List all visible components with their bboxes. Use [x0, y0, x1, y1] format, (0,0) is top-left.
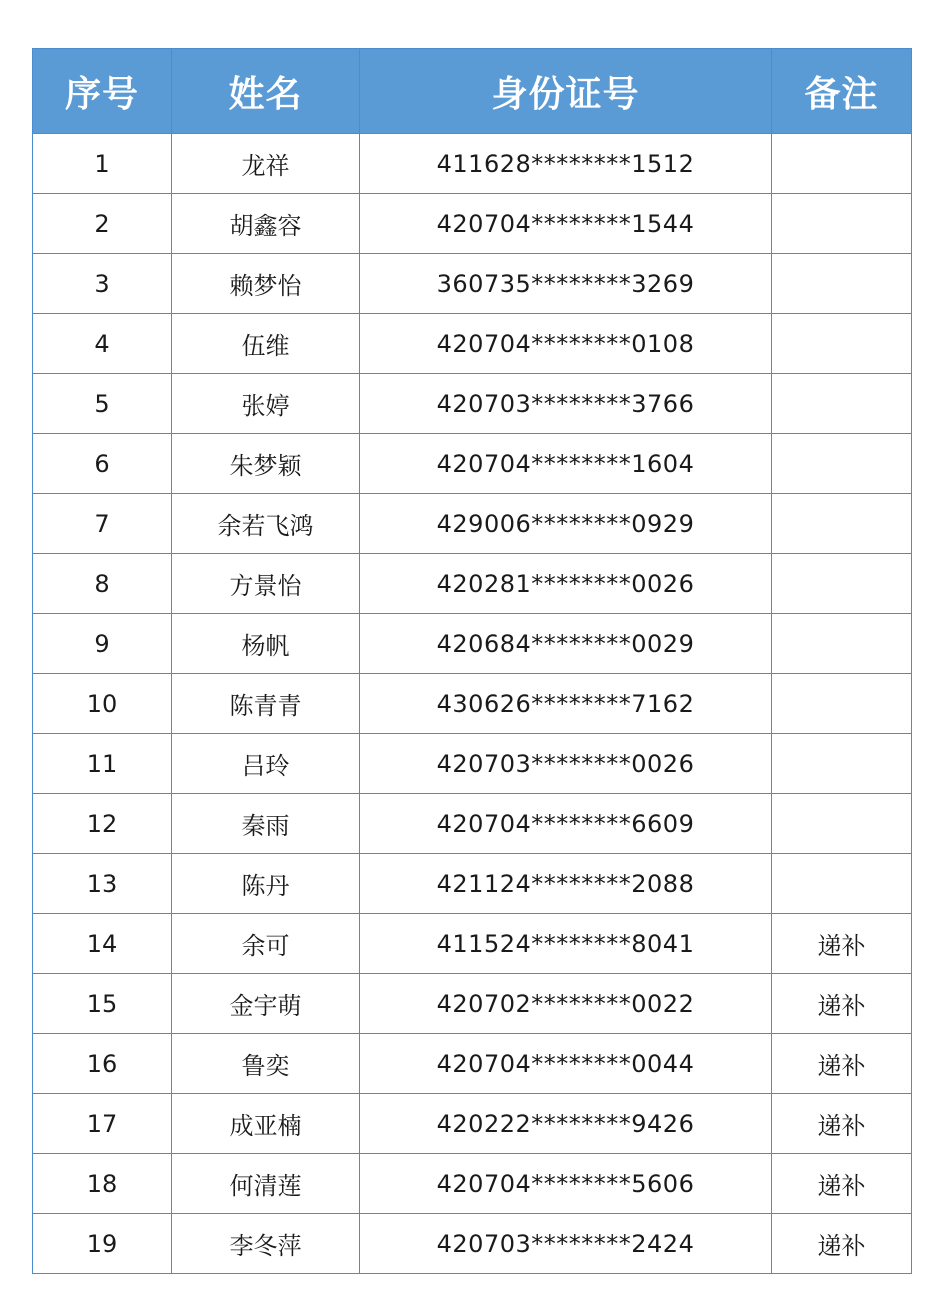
cell-id-number: 411628********1512: [360, 134, 772, 194]
table-row: [33, 1214, 912, 1274]
cell-no: 12: [33, 794, 172, 854]
header-no: 序号: [33, 49, 172, 134]
cell-note: 递补: [772, 1214, 912, 1274]
cell-name: 余可: [172, 914, 360, 974]
cell-name: 朱梦颖: [172, 434, 360, 494]
cell-name: 何清莲: [172, 1154, 360, 1214]
cell-id-number: 429006********0929: [360, 494, 772, 554]
cell-note: [772, 734, 912, 794]
table-row: [33, 434, 912, 494]
cell-name: 鲁奕: [172, 1034, 360, 1094]
cell-note: [772, 614, 912, 674]
cell-id-number: 360735********3269: [360, 254, 772, 314]
cell-no: 16: [33, 1034, 172, 1094]
table-row: [33, 1094, 912, 1154]
cell-note: [772, 194, 912, 254]
cell-no: 17: [33, 1094, 172, 1154]
header-id-number: 身份证号: [360, 49, 772, 134]
cell-name: 杨帆: [172, 614, 360, 674]
cell-id-number: 411524********8041: [360, 914, 772, 974]
cell-no: 7: [33, 494, 172, 554]
cell-no: 9: [33, 614, 172, 674]
table-row: [33, 614, 912, 674]
header-name: 姓名: [172, 49, 360, 134]
table-row: [33, 194, 912, 254]
cell-name: 陈青青: [172, 674, 360, 734]
table-row: [33, 374, 912, 434]
table-row: [33, 134, 912, 194]
cell-note: [772, 254, 912, 314]
cell-no: 8: [33, 554, 172, 614]
cell-no: 3: [33, 254, 172, 314]
cell-note: [772, 434, 912, 494]
cell-id-number: 420703********2424: [360, 1214, 772, 1274]
cell-id-number: 420703********0026: [360, 734, 772, 794]
cell-no: 19: [33, 1214, 172, 1274]
header-note: 备注: [772, 49, 912, 134]
roster-table: [32, 48, 912, 1274]
table-row: [33, 914, 912, 974]
cell-no: 10: [33, 674, 172, 734]
cell-note: [772, 794, 912, 854]
cell-id-number: 420281********0026: [360, 554, 772, 614]
cell-id-number: 420703********3766: [360, 374, 772, 434]
cell-id-number: 420702********0022: [360, 974, 772, 1034]
table-row: [33, 554, 912, 614]
cell-id-number: 420684********0029: [360, 614, 772, 674]
cell-name: 吕玲: [172, 734, 360, 794]
cell-id-number: 420704********0044: [360, 1034, 772, 1094]
cell-no: 18: [33, 1154, 172, 1214]
cell-no: 13: [33, 854, 172, 914]
cell-name: 龙祥: [172, 134, 360, 194]
cell-no: 1: [33, 134, 172, 194]
cell-name: 余若飞鸿: [172, 494, 360, 554]
cell-id-number: 420704********1544: [360, 194, 772, 254]
cell-name: 陈丹: [172, 854, 360, 914]
cell-id-number: 420704********1604: [360, 434, 772, 494]
cell-note: [772, 134, 912, 194]
cell-note: [772, 374, 912, 434]
cell-id-number: 420704********5606: [360, 1154, 772, 1214]
table-row: [33, 254, 912, 314]
table-row: [33, 314, 912, 374]
cell-no: 15: [33, 974, 172, 1034]
cell-id-number: 430626********7162: [360, 674, 772, 734]
cell-name: 方景怡: [172, 554, 360, 614]
cell-note: [772, 494, 912, 554]
cell-name: 伍维: [172, 314, 360, 374]
cell-id-number: 420222********9426: [360, 1094, 772, 1154]
cell-name: 胡鑫容: [172, 194, 360, 254]
cell-note: 递补: [772, 1154, 912, 1214]
table-row: [33, 1154, 912, 1214]
cell-id-number: 420704********0108: [360, 314, 772, 374]
cell-no: 5: [33, 374, 172, 434]
cell-name: 秦雨: [172, 794, 360, 854]
cell-id-number: 421124********2088: [360, 854, 772, 914]
table-row: [33, 734, 912, 794]
cell-note: 递补: [772, 1094, 912, 1154]
table-row: [33, 794, 912, 854]
table-header: [33, 49, 912, 134]
table-row: [33, 674, 912, 734]
table-body: [33, 134, 912, 1274]
cell-no: 4: [33, 314, 172, 374]
cell-no: 11: [33, 734, 172, 794]
table-row: [33, 494, 912, 554]
cell-note: 递补: [772, 914, 912, 974]
table-row: [33, 854, 912, 914]
cell-id-number: 420704********6609: [360, 794, 772, 854]
cell-no: 14: [33, 914, 172, 974]
table-row: [33, 1034, 912, 1094]
cell-note: [772, 314, 912, 374]
header-row: [33, 49, 912, 134]
cell-no: 6: [33, 434, 172, 494]
cell-name: 李冬萍: [172, 1214, 360, 1274]
cell-note: [772, 554, 912, 614]
cell-note: 递补: [772, 974, 912, 1034]
cell-name: 张婷: [172, 374, 360, 434]
cell-name: 金宇萌: [172, 974, 360, 1034]
table-row: [33, 974, 912, 1034]
cell-note: 递补: [772, 1034, 912, 1094]
cell-no: 2: [33, 194, 172, 254]
cell-note: [772, 854, 912, 914]
cell-name: 成亚楠: [172, 1094, 360, 1154]
cell-name: 赖梦怡: [172, 254, 360, 314]
cell-note: [772, 674, 912, 734]
